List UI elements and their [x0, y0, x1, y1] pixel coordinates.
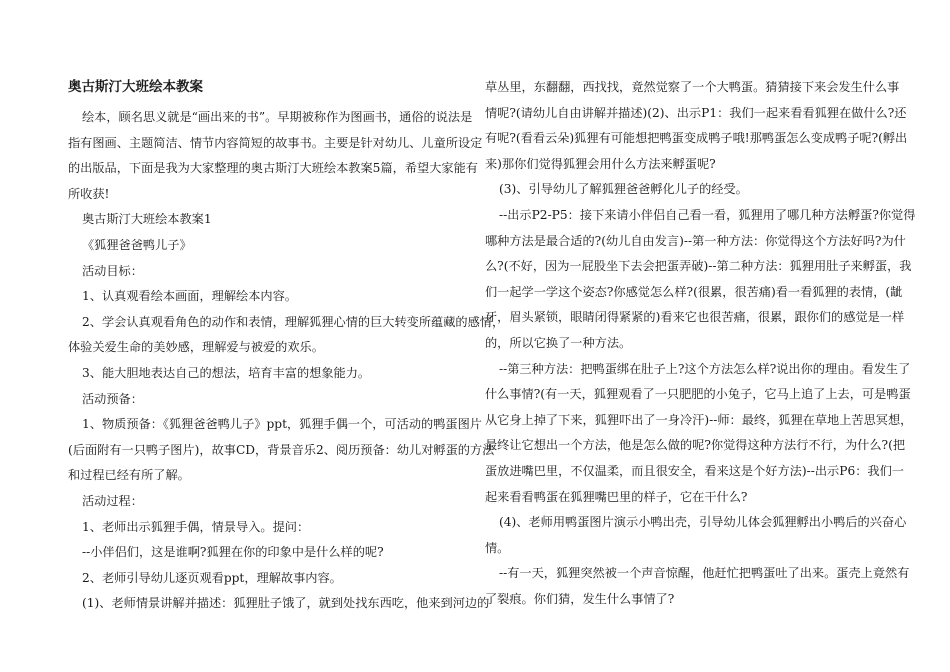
text-line: --有一天，狐狸突然被一个声音惊醒，他赶忙把鸭蛋吐了出来。蛋壳上竟然有	[499, 566, 910, 581]
text-line: 什么事情?(有一天，狐狸观看了一只肥肥的小兔子，它马上追了上去，可是鸭蛋	[485, 387, 911, 402]
text-line: 2、学会认真观看角色的动作和表情，理解狐狸心情的巨大转变所蕴藏的感情，	[82, 314, 505, 329]
text-line: 3、能大胆地表达自己的想法，培育丰富的想象能力。	[82, 366, 371, 380]
text-line: 么?(不好，因为一屁股坐下去会把蛋弄破)--第二种方法：狐狸用肚子来孵蛋，我	[485, 259, 912, 274]
text-line: 和过程已经有所了解。	[68, 468, 190, 483]
text-line: (3)、引导幼儿了解狐狸爸爸孵化儿子的经受。	[499, 182, 748, 197]
text-line: 体验关爱生命的美妙感，理解爱与被爱的欢乐。	[68, 340, 324, 355]
text-line: 1、物质预备：《狐狸爸爸鸭儿子》ppt，狐狸手偶一个，可活动的鸭蛋图片	[82, 417, 482, 432]
text-line: 了裂痕。你们猜，发生什么事情了?	[485, 592, 675, 606]
text-line: 《狐狸爸爸鸭儿子》	[82, 238, 192, 252]
text-line: 的出版品，下面是我为大家整理的奥古斯汀大班绘本教案5篇，希望大家能有	[68, 161, 478, 176]
text-line: 1、老师出示狐狸手偶，情景导入。提问：	[82, 519, 310, 534]
text-line: 的，所以它换了一种方法。	[485, 336, 632, 350]
text-line: 活动过程：	[82, 494, 143, 508]
text-line: 奥古斯汀大班绘本教案1	[82, 212, 212, 227]
text-line: 指有图画、主题简洁、情节内容简短的故事书。主要是针对幼儿、儿童所设定	[68, 135, 483, 150]
text-line: 最终让它想出一个方法，他是怎么做的呢?你觉得这种方法行不行，为什么?(把	[485, 438, 906, 453]
text-line: 绘本，顾名思义就是“画出来的书”。早期被称作为图画书，通俗的说法是	[82, 110, 473, 124]
text-line: 有呢?(看看云朵)狐狸有可能想把鸭蛋变成鸭子哦!那鸭蛋怎么变成鸭子呢?(孵出	[485, 131, 908, 146]
text-line: (1)、老师情景讲解并描述：狐狸肚子饿了，就到处找东西吃，他来到河边的	[82, 596, 490, 611]
text-line: (4)、老师用鸭蛋图片演示小鸭出壳，引导幼儿体会狐狸孵出小鸭后的兴奋心	[499, 515, 907, 530]
text-line: --出示P2-P5：接下来请小伴侣自己看一看，狐狸用了哪几种方法孵蛋?你觉得	[499, 208, 916, 222]
text-line: 牙，眉头紧锁，眼睛闭得紧紧的)看来它也很苦痛，很累，跟你们的感觉是一样	[485, 310, 905, 325]
text-line: 情。	[485, 540, 510, 555]
text-line: 2、老师引导幼儿逐页观看ppt，理解故事内容。	[82, 570, 342, 585]
text-line: 1、认真观看绘本画面，理解绘本内容。	[82, 289, 297, 304]
text-line: 草丛里，东翻翻，西找找，竟然觉察了一个大鸭蛋。猜猜接下来会发生什么事	[485, 80, 900, 94]
text-line: 蛋放进嘴巴里，不仅温柔，而且很安全，看来这是个好方法)--出示P6：我们一	[485, 464, 904, 478]
text-line: 活动目标：	[82, 263, 143, 278]
text-line: --第三种方法：把鸭蛋绑在肚子上?这个方法怎么样?说出你的理由。看发生了	[499, 361, 911, 376]
text-line: 所收获!	[68, 186, 110, 201]
text-line: 哪种方法是最合适的?(幼儿自由发言)--第一种方法：你觉得这个方法好吗?为什	[485, 233, 906, 248]
document-title: 奥古斯汀大班绘本教案	[68, 79, 203, 95]
text-line: 起来看看鸭蛋在狐狸嘴巴里的样子，它在干什么?	[485, 489, 748, 504]
text-line: (后面附有一只鸭子图片)，故事CD，背景音乐2、阅历预备：幼儿对孵蛋的方法	[68, 442, 495, 457]
text-line: 们一起学一学这个姿态?你感觉怎么样?(很累，很苦痛)看一看狐狸的表情，(龇	[485, 284, 903, 299]
text-line: --小伴侣们，这是谁啊?狐狸在你的印象中是什么样的呢?	[82, 545, 384, 560]
text-line: 情呢?(请幼儿自由讲解并描述)(2)、出示P1：我们一起来看看狐狸在做什么?还	[485, 105, 907, 120]
text-line: 活动预备：	[82, 391, 143, 406]
text-line: 从它身上掉了下来，狐狸吓出了一身冷汗)--师：最终，狐狸在草地上苦思冥想，	[485, 412, 913, 427]
text-line: 来)那你们觉得狐狸会用什么方法来孵蛋呢?	[485, 156, 716, 171]
